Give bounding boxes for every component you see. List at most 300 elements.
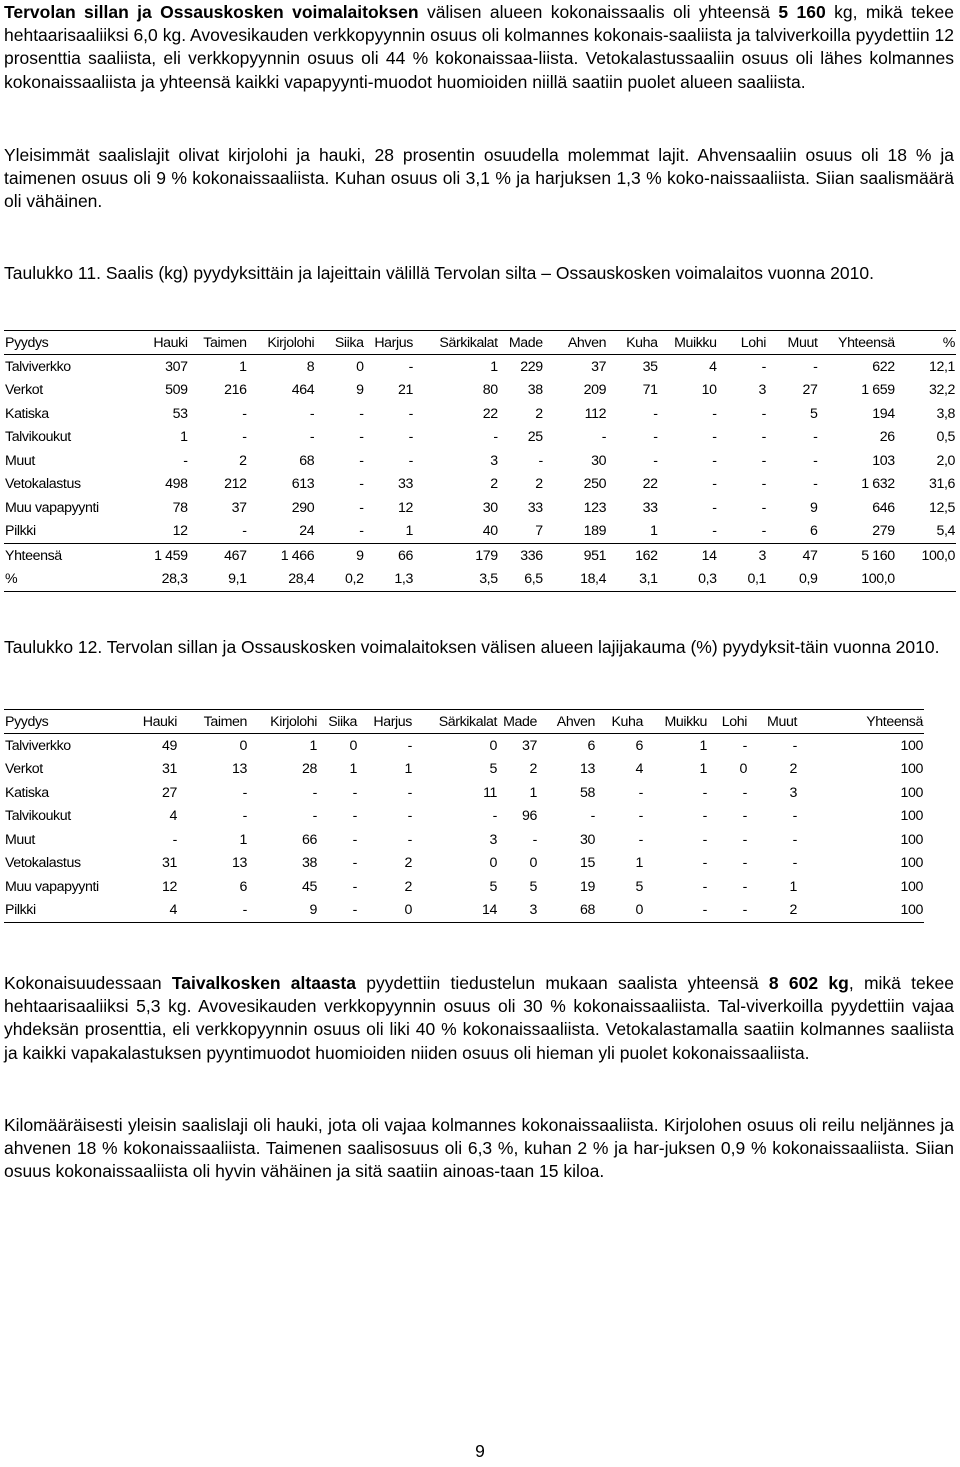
table-cell: 646 [872,499,895,516]
table-cell: 0 [356,358,364,375]
table-cell: 0 [489,855,497,872]
table-cell: Särkikalat [413,710,498,734]
table-cell: Ahven [544,331,607,355]
table-cell: - [792,831,797,848]
table-cell: 24 [299,523,315,540]
table-row [4,781,924,805]
table-cell: 498 [165,476,188,493]
outro-paragraph-1: Kokonaisuudessaan Taivalkosken altaasta pyydettiin tiedustelun mukaan saalista yhteensä 8 602 kg, mikä tekee hehtaarisaaliiksi 5,3 kg. Avovesikauden verkkopyynnin osuus oli 30 % kokonaissaaliista. Tal-viverkoilla pyydettiin vajaa yhdeksän prosenttia, eli verkkopyynnin osuus oli liki 40 % kokonaissaaliista. Vetokalastamalla saatiin kolmannes saaliista ja kaikki vapakalastuksen pyyntimuodot huomioiden niiden osuus oli hieman yli puolet kokonaissaaliista. [4,973,954,1063]
table-cell: - [359,523,364,540]
table-cell: 71 [642,382,658,399]
table-cell: 2 [404,878,412,895]
table-cell: 0 [529,855,537,872]
table-cell: Muut [767,331,819,355]
table-cell: 100 [900,784,923,801]
table-cell: 103 [872,452,895,469]
table-cell: Made [498,710,538,734]
table-cell: 1 659 [861,382,895,399]
table-cell: - [242,784,247,801]
row-label: Talviverkko [5,358,71,375]
row-label: Pyydys [4,331,120,355]
table-cell: 4 [112,899,178,923]
table-cell: 78 [172,499,188,516]
table-cell: 9 [315,544,364,568]
table-cell: 27 [802,382,818,399]
table-cell: - [309,405,315,422]
table-cell: - [242,808,247,825]
table-cell: - [359,476,364,493]
table-cell: Muikku [659,331,718,355]
table-cell: 100,0 [819,568,896,592]
table-cell: 2 [490,476,498,493]
area-name: Tervolan sillan ja Ossauskosken voimalaitoksen [4,2,419,22]
table-cell: - [644,899,708,923]
table-cell: 21 [397,382,413,399]
table-row [4,355,956,379]
row-label: Katiska [5,405,49,422]
table-cell: % [896,331,956,355]
table-row [4,496,956,520]
table-cell: 18,4 [544,568,607,592]
table-cell: - [318,899,358,923]
table-cell: - [653,429,658,446]
table-row [4,875,924,899]
table-cell: - [352,784,357,801]
table-cell: - [601,429,607,446]
table-cell: 13 [232,855,247,872]
table-cell: Harjus [358,710,413,734]
table-cell: - [761,476,766,493]
table-cell: - [407,737,412,754]
row-label: Verkot [5,382,43,399]
table-cell: 1 [789,878,797,895]
table-cell: 6,5 [499,568,544,592]
table-cell: 3 [490,452,498,469]
table-cell: 2,0 [936,452,955,469]
table-cell: 40 [482,523,498,540]
table-cell: 6 [587,737,595,754]
table-cell: 194 [872,405,895,422]
table-cell: 9 [356,382,364,399]
table-cell: 12 [172,523,188,540]
table-cell: 4 [169,808,177,825]
table-cell: 12,1 [928,358,955,375]
table-total-row [4,544,956,568]
table-cell: 33 [397,476,413,493]
row-label: Pyydys [4,710,112,734]
table-cell: 622 [872,358,895,375]
table-cell: - [407,808,412,825]
table-cell: 37 [522,737,537,754]
table-cell: 47 [767,544,819,568]
table-cell: - [813,476,818,493]
area-name-2: Taivalkosken altaasta [171,973,356,993]
table-cell: - [538,452,543,469]
table-cell: 33 [527,499,543,516]
table-cell: 100 [900,831,923,848]
table-cell: 12 [162,878,177,895]
table-header-row [4,710,924,734]
row-label: Katiska [5,784,49,801]
table-cell: 3,5 [414,568,499,592]
table-cell: Made [499,331,544,355]
table-cell: 1 [180,429,188,446]
table-cell: - [493,429,498,446]
table12 [4,709,924,923]
table-cell: - [653,405,658,422]
table-row [4,449,956,473]
table-cell: 0,9 [767,568,819,592]
table-cell: 1 [239,831,247,848]
table-cell: 0 [596,899,644,923]
table-cell: 1 632 [861,476,895,493]
table-row [4,402,956,426]
table-cell: 0,5 [936,429,955,446]
table-row [4,758,924,782]
table-cell: - [702,808,707,825]
table-cell: 1 [404,761,412,778]
table-cell: 9 [248,899,318,923]
table-cell: - [407,784,412,801]
table-cell: Kuha [607,331,659,355]
row-label: % [4,568,120,592]
row-label: Vetokalastus [5,855,81,872]
table-cell: 3,1 [607,568,659,592]
table-cell: - [352,878,357,895]
table-cell: 22 [642,476,658,493]
table-cell: 2 [535,476,543,493]
table-cell: Kuha [596,710,644,734]
table-cell: 9,1 [189,568,248,592]
table-cell: 58 [580,784,595,801]
table-cell: 0 [489,737,497,754]
table-cell: - [352,808,357,825]
table-cell: 1 [699,737,707,754]
table-cell: 32,2 [928,382,955,399]
table-cell: 1 459 [120,544,189,568]
table-cell: 216 [224,382,247,399]
table-cell: 31 [162,855,177,872]
table-cell: 96 [522,808,537,825]
table-cell: 3 [498,899,538,923]
table-cell: 0 [358,899,413,923]
table-cell: - [712,476,717,493]
table-cell: 66 [365,544,414,568]
table-cell: 15 [580,855,595,872]
table-cell: - [638,808,643,825]
table-cell: - [178,899,248,923]
table-cell: 22 [482,405,498,422]
row-label: Yhteensä [4,544,120,568]
table12-caption: Taulukko 12. Tervolan sillan ja Ossauskosken voimalaitoksen välisen alueen lajijakauma (%) pyydyksit-täin vuonna 2010. [4,637,940,657]
table-cell: 0,1 [718,568,767,592]
table-cell: 80 [482,382,498,399]
table-cell: 464 [291,382,315,399]
table-cell: 7 [535,523,543,540]
table-cell: 6 [635,737,643,754]
table-row [4,899,924,923]
table-cell: Lohi [708,710,748,734]
table-cell: Yhteensä [819,331,896,355]
table-cell: 0 [239,737,247,754]
table-cell: 5 160 [819,544,896,568]
table-cell: 209 [583,382,607,399]
table-row [4,520,956,544]
table-cell: - [359,405,364,422]
table-cell: - [702,784,707,801]
table-cell: - [742,855,747,872]
table-cell: 30 [591,452,607,469]
table-cell: Yhteensä [798,710,924,734]
table-cell: - [408,429,413,446]
total-catch: 5 160 [778,2,826,22]
table-cell: 212 [224,476,247,493]
table-cell: 2 [529,761,537,778]
table-cell: - [359,452,364,469]
table-cell: - [761,358,766,375]
table-cell: 68 [299,452,315,469]
table-cell: 613 [291,476,315,493]
table-cell: 100 [900,737,923,754]
table-row [4,852,924,876]
table-cell: 509 [165,382,188,399]
table-cell: - [792,737,797,754]
table-cell: 307 [165,358,188,375]
table-cell: - [702,831,707,848]
table-cell: - [742,784,747,801]
row-label: Verkot [5,761,43,778]
table-cell: 53 [172,405,188,422]
table-cell: 37 [231,499,247,516]
table-row [4,828,924,852]
table-cell: 100 [900,808,923,825]
table11 [4,330,956,592]
table-cell: 100 [900,878,923,895]
table-cell: - [352,831,357,848]
table-cell: - [742,808,747,825]
table-cell: 35 [642,358,658,375]
table-cell: 30 [482,499,498,516]
table-cell: 10 [701,382,717,399]
table-cell: 2 [789,761,797,778]
table-cell: 162 [607,544,659,568]
table-cell: 229 [520,358,543,375]
table-cell: 123 [583,499,607,516]
table-cell: 4 [635,761,643,778]
row-label: Talvikoukut [5,429,71,446]
table-cell: 14 [413,899,498,923]
row-label: Muut [5,831,35,848]
table-cell: 0 [349,737,357,754]
table-cell: 0 [739,761,747,778]
table-cell: - [712,452,717,469]
table-cell: 26 [879,429,895,446]
table-cell: 290 [291,499,315,516]
table-cell: - [242,429,247,446]
table-cell: 31 [162,761,177,778]
table-cell: 27 [162,784,177,801]
table-cell: 5 [489,878,497,895]
table-cell: Harjus [365,331,414,355]
table-cell: 30 [580,831,595,848]
table-cell: 0,3 [659,568,718,592]
table-cell: 2 [748,899,798,923]
row-label: Muu vapapyynti [5,499,99,516]
table-cell: 2 [239,452,247,469]
table-cell: Hauki [120,331,189,355]
table-cell: 28,3 [120,568,189,592]
table-cell: 12 [397,499,413,516]
table-cell: - [312,784,317,801]
table-cell: - [702,855,707,872]
table-cell: 279 [872,523,895,540]
table-row [4,805,924,829]
table-cell: 5 [489,761,497,778]
table-cell: - [590,808,595,825]
table-row [4,379,956,403]
table-cell: 28 [302,761,317,778]
table-row [4,426,956,450]
table-cell: 8 [306,358,315,375]
table-cell: 31,6 [928,476,955,493]
table-cell: 37 [591,358,607,375]
table-cell: 1 [349,761,357,778]
table-cell: - [183,452,188,469]
table-cell: - [761,429,766,446]
table-cell: Särkikalat [414,331,499,355]
table-cell: - [761,452,766,469]
table-cell: - [742,831,747,848]
table-cell: 100 [900,855,923,872]
table-cell: 3,8 [936,405,955,422]
intro-paragraph-1: Tervolan sillan ja Ossauskosken voimalaitoksen välisen alueen kokonaissaalis oli yhteensä 5 160 kg, mikä tekee hehtaarisaaliiksi 6,0 kg. Avovesikauden verkkopyynnin osuus oli kolmannes kokonais-saaliista ja talviverkoilla pyydettiin 12 prosenttia saaliista, eli verkkopyynnin osuus oli 44 % kokonaissaa-liista. Vetokalastussaaliin osuus oli lähes kolmannes kokonaissaaliista ja yhteensä kaikki vapapyynti-muodot huomioiden niillä saatiin puolet alueen saaliista. [4,2,954,92]
row-label: Vetokalastus [5,476,81,493]
table-cell: 14 [659,544,718,568]
table-cell: Ahven [538,710,596,734]
table-cell: 1 466 [248,544,316,568]
total-catch-2: 8 602 kg [768,973,849,993]
table-cell: 6 [239,878,247,895]
table-cell: 5 [529,878,537,895]
table-cell: - [761,405,766,422]
table-cell: - [813,358,818,375]
table-cell: - [712,405,717,422]
table-cell: 4 [709,358,717,375]
table-cell: 1 [635,855,643,872]
table-cell: Taimen [189,331,248,355]
outro-paragraph-2: Kilomääräisesti yleisin saalislaji oli hauki, jota oli vajaa kolmannes kokonaissaaliista. Kirjolohen osuus oli reilu neljännes ja ahvenen 18 % kokonaissaaliista. Taimenen saalisosuus oli 6,3 %, kuhan 2 % ja har-juksen 0,9 % kokonaissaaliista. Siian osuus kokonaissaaliista oli hyvin vähäinen ja sitä saatiin ainoas-taan 15 kiloa. [4,1115,954,1182]
table-cell: 2 [535,405,543,422]
table-cell: 5 [810,405,818,422]
table-cell: 100 [798,899,924,923]
table-row [4,734,924,758]
table-cell: Taimen [178,710,248,734]
row-label: Muu vapapyynti [5,878,99,895]
table-cell: 100,0 [896,544,956,568]
table-cell: - [712,429,717,446]
table-cell: Kirjolohi [248,710,318,734]
table-cell: - [638,784,643,801]
table-cell: - [761,499,766,516]
table-cell: - [532,831,537,848]
table-cell: - [242,405,247,422]
row-label: Talvikoukut [5,808,71,825]
table-cell: - [712,523,717,540]
table-cell: - [407,831,412,848]
table-cell: 49 [162,737,177,754]
table-cell [896,568,956,592]
table-cell: - [742,878,747,895]
table-cell: - [742,737,747,754]
table-cell: - [708,899,748,923]
table-cell: 6 [810,523,818,540]
row-label: Muut [5,452,35,469]
table-cell: Muut [748,710,798,734]
table-cell: 13 [580,761,595,778]
table-cell: 3 [789,784,797,801]
table-cell: 3 [489,831,497,848]
table-cell: - [172,831,177,848]
table-cell: 38 [527,382,543,399]
table-cell: 13 [232,761,247,778]
row-label: Pilkki [4,899,112,923]
table-cell: Siika [315,331,364,355]
table-cell: - [638,831,643,848]
table-cell: - [359,499,364,516]
table-cell: - [813,452,818,469]
table-cell: 5 [635,878,643,895]
table-cell: 0,2 [315,568,364,592]
table-percent-row [4,568,956,592]
table-cell: - [408,358,413,375]
table-cell: 336 [499,544,544,568]
table-cell: Siika [318,710,358,734]
table-cell: - [813,429,818,446]
table-cell: - [653,452,658,469]
table-cell: 112 [584,405,607,422]
table-cell: 11 [483,784,497,801]
table-cell: - [309,429,315,446]
table-cell: 25 [527,429,543,446]
table-cell: 1 [490,358,498,375]
table-cell: 250 [583,476,607,493]
table-cell: 189 [583,523,607,540]
table11-caption: Taulukko 11. Saalis (kg) pyydyksittäin ja lajeittain välillä Tervolan silta – Ossauskosken voimalaitos vuonna 2010. [4,263,874,283]
table-cell: 38 [302,855,317,872]
table-cell: 9 [810,499,818,516]
table-cell: 1 [699,761,707,778]
table-cell: 12,5 [928,499,955,516]
table-cell: - [408,452,413,469]
table-cell: 1 [309,737,317,754]
table-cell: - [312,808,317,825]
intro-paragraph-2: Yleisimmät saalislajit olivat kirjolohi ja hauki, 28 prosentin osuudella molemmat lajit. Ahvensaaliin osuus oli 18 % ja taimenen osuus oli 9 % kokonaissaaliista. Kuhan osuus oli 3,1 % ja harjuksen 1,3 % koko-naissaaliista. Siian saalismäärä oli vähäinen. [4,145,954,212]
table-cell: Hauki [112,710,178,734]
table-cell: - [702,878,707,895]
table-cell: 467 [189,544,248,568]
table-cell: - [352,855,357,872]
table-cell: - [761,523,766,540]
table-cell: 19 [580,878,595,895]
table-cell: 1 [529,784,537,801]
table-cell: - [712,499,717,516]
table-cell: 2 [404,855,412,872]
row-label: Talviverkko [5,737,71,754]
table-cell: - [359,429,364,446]
table-cell: 68 [538,899,596,923]
table-cell: - [492,808,497,825]
table-cell: 1 [239,358,247,375]
